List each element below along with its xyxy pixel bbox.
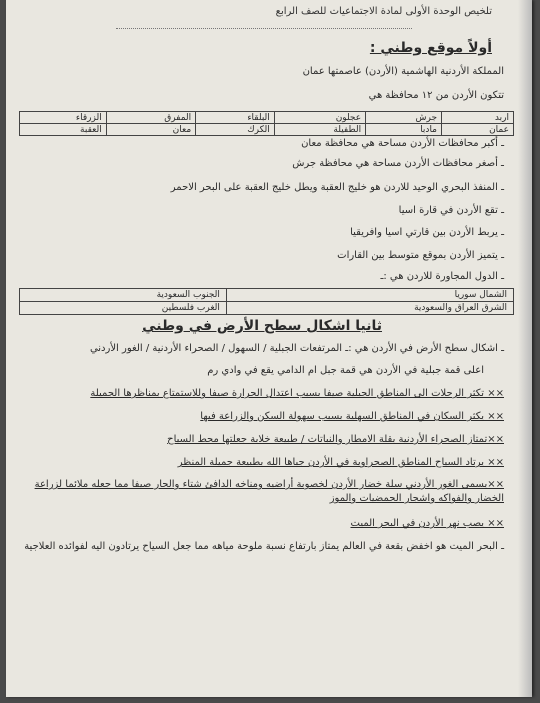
table-row: الشمال سوريا الجنوب السعودية: [20, 289, 514, 302]
governorates-table: [19, 111, 514, 136]
fact-location: ـ يتميز الأردن بموقع متوسط بين القارات: [337, 250, 504, 261]
fact-mountains: ×× تكثر الرحلات الى المناطق الجبلية صيفا بسبب اعتدال الحرارة صيفا وللاستمتاع بمناظرها الجميلة: [90, 388, 504, 399]
fact-tourists: ×× يرتاد السياح المناطق الصحراوية في الأردن جباها الله بطبيعة جميلة المنظر: [177, 457, 504, 468]
highest-peak: اعلى قمة جبلية في الأردن هي قمة جبل ام الدامي يقع في وادي رم: [207, 365, 484, 376]
fact-largest: ـ أكبر محافظات الأردن مساحة هي محافظة معان: [301, 138, 504, 149]
section-one-title: أولاً موقع وطني :: [369, 40, 492, 56]
page-edge-shadow: [518, 0, 532, 697]
fact-smallest: ـ أصغر محافظات الأردن مساحة هي محافظة جرش: [292, 158, 504, 169]
capital-line: المملكة الأردنية الهاشمية (الأردن) عاصمتها عمان: [302, 66, 504, 77]
governorates-intro: تتكون الأردن من ١٢ محافظة هي: [368, 90, 504, 101]
section-two-title: ثانيا اشكال سطح الأرض في وطني: [142, 318, 382, 334]
fact-plains: ×× يكثر السكان في المناطق السهلية بسبب سهولة السكن والزراعة فيها: [200, 411, 504, 422]
fact-jordan-river: ×× يصب نهر الأردن في البحر الميت: [350, 518, 504, 529]
document-page: [6, 0, 532, 697]
fact-ghor: ××يسمى الغور الأردني سلة خضار الأردن لخصوبة أراضيه ومناخه الدافئ شتاء والحار صيفا مما جعله ملائما لزراعة الخضار والفواكه واشجار الحمضيات والموز: [34, 479, 504, 504]
fact-desert: ××تمتاز الصحراء الأردنية بقلة الامطار والنباتات / طبيعة خلابة جعلتها محط السياح: [167, 434, 504, 445]
table-row: الشرق العراق والسعودية الغرب فلسطين: [20, 302, 514, 315]
page-header: تلخيص الوحدة الأولى لمادة الاجتماعيات للصف الرابع: [275, 6, 492, 17]
fact-sea-outlet: ـ المنفذ البحري الوحيد للاردن هو خليج العقبة ويطل خليج العقبة على البحر الاحمر: [170, 182, 504, 193]
dotted-divider: [116, 28, 412, 29]
table-row: عمان مادبا الطفيلة الكرك معان العقبة: [20, 124, 514, 136]
landform-types: ـ اشكال سطح الأرض في الأردن هي :ـ المرتفعات الجبلية / السهول / الصحراء الأردنية / الغور الأردني: [89, 343, 504, 354]
fact-asia: ـ تقع الأردن في قارة اسيا: [398, 205, 504, 216]
table-row: اربد جرش عجلون البلقاء المفرق الزرقاء: [20, 112, 514, 124]
fact-dead-sea: ـ البحر الميت هو اخفض بقعة في العالم يمتاز بارتفاع نسبة ملوحة مياهه مما جعل السياح يرتادون اليه لفوائده العلاجية: [24, 541, 504, 552]
neighbours-table: [19, 288, 514, 315]
fact-links: ـ يربط الأردن بين قارتي اسيا وافريقيا: [350, 227, 504, 238]
fact-neighbours: ـ الدول المجاورة للاردن هي :ـ: [380, 271, 504, 282]
